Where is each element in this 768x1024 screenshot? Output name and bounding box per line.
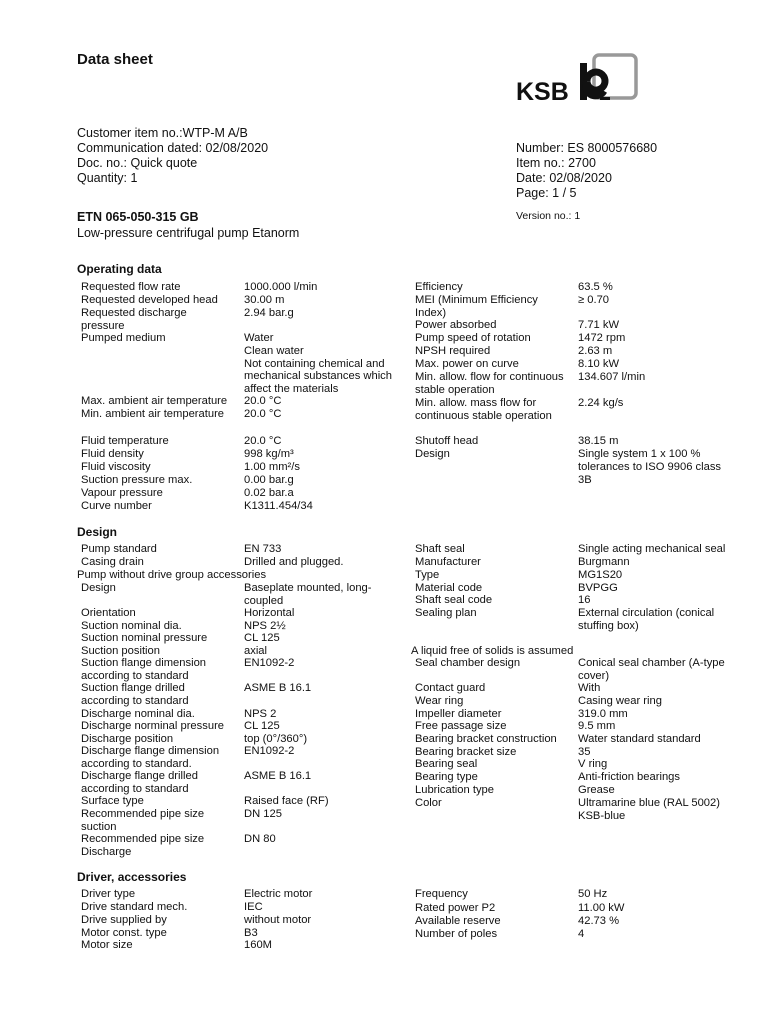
design-right-label: Free passage size	[415, 720, 507, 732]
customer-item: Customer item no.:WTP-M A/B	[77, 126, 248, 140]
doc-no: Doc. no.: Quick quote	[77, 156, 198, 170]
operating-left-label: Max. ambient air temperature	[81, 395, 228, 407]
design-right-label: Wear ring	[415, 695, 464, 707]
operating-left-label: Vapour pressure	[81, 487, 163, 499]
design-right-value: Water standard standard	[578, 733, 701, 745]
quantity: Quantity: 1	[77, 171, 138, 185]
design-right-value: Conical seal chamber (A-type cover)	[578, 657, 725, 682]
design-left-value: Horizontal	[244, 607, 295, 619]
product-description: Low-pressure centrifugal pump Etanorm	[77, 226, 300, 240]
design-left-label: Recommended pipe size suction	[81, 808, 205, 833]
operating-right-value: 2.24 kg/s	[578, 397, 624, 409]
operating-left-value: K1311.454/34	[244, 500, 313, 512]
driver-left-value: Electric motor	[244, 888, 313, 900]
design-left-value: EN 733	[244, 543, 282, 555]
design-right-value: 35	[578, 746, 591, 758]
driver-left-label: Drive supplied by	[81, 914, 167, 926]
operating-right-value: 7.71 kW	[578, 319, 620, 331]
operating-left-value: 20.0 °C	[244, 408, 282, 420]
operating-right-label: Min. allow. flow for continuous stable operation	[415, 371, 564, 396]
operating-left-value: 20.0 °C	[244, 395, 282, 407]
driver-left-label: Motor size	[81, 939, 133, 951]
design-left-value: EN1092-2	[244, 745, 295, 757]
operating-left-label: Requested flow rate	[81, 281, 181, 293]
design-left-label: Orientation	[81, 607, 136, 619]
design-right-value: 319.0 mm	[578, 708, 628, 720]
design-left-label: Discharge flange drilled according to standard	[81, 770, 198, 795]
operating-left-value: 1000.000 l/min	[244, 281, 318, 293]
design-right-value: Anti-friction bearings	[578, 771, 680, 783]
design-left-value: Baseplate mounted, long- coupled	[244, 582, 372, 607]
section-driver-accessories: Driver, accessories	[77, 870, 187, 884]
operating-right-label: Design	[415, 448, 450, 460]
product-code: ETN 065-050-315 GB	[77, 210, 199, 224]
design-right-value: 16	[578, 594, 591, 606]
operating-left-value: 1.00 mm²/s	[244, 461, 300, 473]
logo-text: KSB	[516, 78, 569, 103]
design-left-value: ASME B 16.1	[244, 682, 312, 694]
design-right-value: V ring	[578, 758, 608, 770]
operating-left-value: 998 kg/m³	[244, 448, 294, 460]
design-right-value: MG1S20	[578, 569, 623, 581]
design-left-note: Pump without drive group accessories	[77, 569, 267, 581]
driver-left-label: Motor const. type	[81, 927, 167, 939]
design-right-value: With	[578, 682, 601, 694]
design-left-label: Suction flange drilled according to standard	[81, 682, 189, 707]
operating-right-label: Efficiency	[415, 281, 463, 293]
design-right-value: Ultramarine blue (RAL 5002) KSB-blue	[578, 797, 720, 822]
design-right-value: Burgmann	[578, 556, 630, 568]
operating-right-value: 1472 rpm	[578, 332, 626, 344]
design-right-label: Material code	[415, 582, 483, 594]
design-right-label: Bearing type	[415, 771, 478, 783]
driver-right-label: Available reserve	[415, 915, 501, 927]
operating-left-label: Requested developed head	[81, 294, 218, 306]
operating-left-label: Min. ambient air temperature	[81, 408, 225, 420]
operating-left-value: 0.02 bar.a	[244, 487, 294, 499]
design-left-value: ASME B 16.1	[244, 770, 312, 782]
operating-left-value: Water Clean water Not containing chemical and mechanical substances which affect the materials	[244, 332, 392, 396]
design-left-label: Discharge nominal dia.	[81, 708, 195, 720]
operating-right-label: Min. allow. mass flow for continuous stable operation	[415, 397, 552, 422]
driver-right-label: Frequency	[415, 888, 468, 900]
design-left-value: DN 80	[244, 833, 276, 845]
doc-number: Number: ES 8000576680	[516, 141, 658, 155]
right-info	[516, 141, 657, 201]
driver-left-label: Driver type	[81, 888, 136, 900]
operating-right-value: 8.10 kW	[578, 358, 620, 370]
design-right-value: Single acting mechanical seal	[578, 543, 726, 555]
design-right-label: Shaft seal	[415, 543, 465, 555]
design-left-value: axial	[244, 645, 268, 657]
design-right-value: External circulation (conical stuffing box)	[578, 607, 715, 632]
design-right-label: Manufacturer	[415, 556, 481, 568]
operating-left-value: 20.0 °C	[244, 435, 282, 447]
design-left-label: Design	[81, 582, 116, 594]
design-left-value: CL 125	[244, 720, 280, 732]
design-left-value: top (0°/360°)	[244, 733, 308, 745]
item-no: Item no.: 2700	[516, 156, 596, 170]
design-left-value: DN 125	[244, 808, 282, 820]
design-left-label: Surface type	[81, 795, 144, 807]
design-right-note: A liquid free of solids is assumed	[411, 645, 574, 657]
design-right-label: Sealing plan	[415, 607, 477, 619]
operating-right-label: Power absorbed	[415, 319, 497, 331]
driver-left-value: B3	[244, 927, 258, 939]
operating-left-value: 2.94 bar.g	[244, 307, 294, 319]
section-operating-data: Operating data	[77, 262, 162, 276]
design-right-label: Bearing bracket size	[415, 746, 517, 758]
design-left-label: Discharge flange dimension according to standard.	[81, 745, 220, 770]
design-left-label: Suction flange dimension according to standard	[81, 657, 207, 682]
design-left-label: Suction position	[81, 645, 160, 657]
driver-right-value: 50 Hz	[578, 888, 608, 900]
operating-left-label: Requested discharge pressure	[81, 307, 187, 332]
design-left-value: Raised face (RF)	[244, 795, 329, 807]
design-left-value: CL 125	[244, 632, 280, 644]
operating-right-value: 134.607 l/min	[578, 371, 646, 383]
driver-right-label: Number of poles	[415, 928, 498, 940]
operating-left-label: Curve number	[81, 500, 152, 512]
design-left-label: Discharge position	[81, 733, 174, 745]
design-left-label: Casing drain	[81, 556, 144, 568]
section-design: Design	[77, 525, 118, 539]
communication-date: Communication dated: 02/08/2020	[77, 141, 269, 155]
operating-left-label: Fluid viscosity	[81, 461, 151, 473]
driver-right-value: 11.00 kW	[578, 902, 625, 914]
driver-left-value: IEC	[244, 901, 263, 913]
design-right-value: Casing wear ring	[578, 695, 662, 707]
page-title: Data sheet	[77, 51, 153, 68]
design-right-value: Grease	[578, 784, 615, 796]
driver-right-label: Rated power P2	[415, 902, 496, 914]
design-left-value: NPS 2½	[244, 620, 286, 632]
operating-left-label: Pumped medium	[81, 332, 166, 344]
design-left-label: Suction nominal pressure	[81, 632, 208, 644]
driver-left-value: without motor	[244, 914, 312, 926]
operating-left-label: Suction pressure max.	[81, 474, 193, 486]
design-right-label: Shaft seal code	[415, 594, 493, 606]
driver-right-value: 4	[578, 928, 585, 940]
driver-right-value: 42.73 %	[578, 915, 620, 927]
operating-right-label: MEI (Minimum Efficiency Index)	[415, 294, 538, 319]
design-right-value: 9.5 mm	[578, 720, 616, 732]
design-right-label: Impeller diameter	[415, 708, 502, 720]
design-right-label: Contact guard	[415, 682, 486, 694]
operating-right-value: ≥ 0.70	[578, 294, 610, 306]
operating-left-label: Fluid density	[81, 448, 144, 460]
page-number: Page: 1 / 5	[516, 186, 577, 200]
operating-right-label: Pump speed of rotation	[415, 332, 531, 344]
operating-right-label: Max. power on curve	[415, 358, 519, 370]
design-left-label: Discharge norminal pressure	[81, 720, 225, 732]
design-left-value: EN1092-2	[244, 657, 295, 669]
design-right-label: Color	[415, 797, 442, 809]
driver-left-label: Drive standard mech.	[81, 901, 188, 913]
design-right-value: BVPGG	[578, 582, 618, 594]
operating-left-label: Fluid temperature	[81, 435, 169, 447]
ksb-logo	[516, 53, 640, 103]
design-left-label: Recommended pipe size Discharge	[81, 833, 205, 858]
design-left-label: Pump standard	[81, 543, 157, 555]
version-number: Version no.: 1	[516, 210, 581, 222]
doc-date: Date: 02/08/2020	[516, 171, 612, 185]
operating-right-value: Single system 1 x 100 % tolerances to ISO 9906 class 3B	[578, 448, 722, 486]
operating-right-label: NPSH required	[415, 345, 491, 357]
design-right-label: Seal chamber design	[415, 657, 521, 669]
operating-right-label: Shutoff head	[415, 435, 479, 447]
design-right-label: Lubrication type	[415, 784, 494, 796]
design-left-label: Suction nominal dia.	[81, 620, 182, 632]
design-right-label: Type	[415, 569, 440, 581]
driver-left-value: 160M	[244, 939, 272, 951]
design-right-label: Bearing bracket construction	[415, 733, 557, 745]
design-left-value: Drilled and plugged.	[244, 556, 344, 568]
operating-left-value: 0.00 bar.g	[244, 474, 294, 486]
design-right-label: Bearing seal	[415, 758, 478, 770]
design-left-value: NPS 2	[244, 708, 277, 720]
operating-right-value: 38.15 m	[578, 435, 619, 447]
operating-right-value: 63.5 %	[578, 281, 613, 293]
operating-right-value: 2.63 m	[578, 345, 613, 357]
left-info	[77, 126, 268, 186]
operating-left-value: 30.00 m	[244, 294, 285, 306]
